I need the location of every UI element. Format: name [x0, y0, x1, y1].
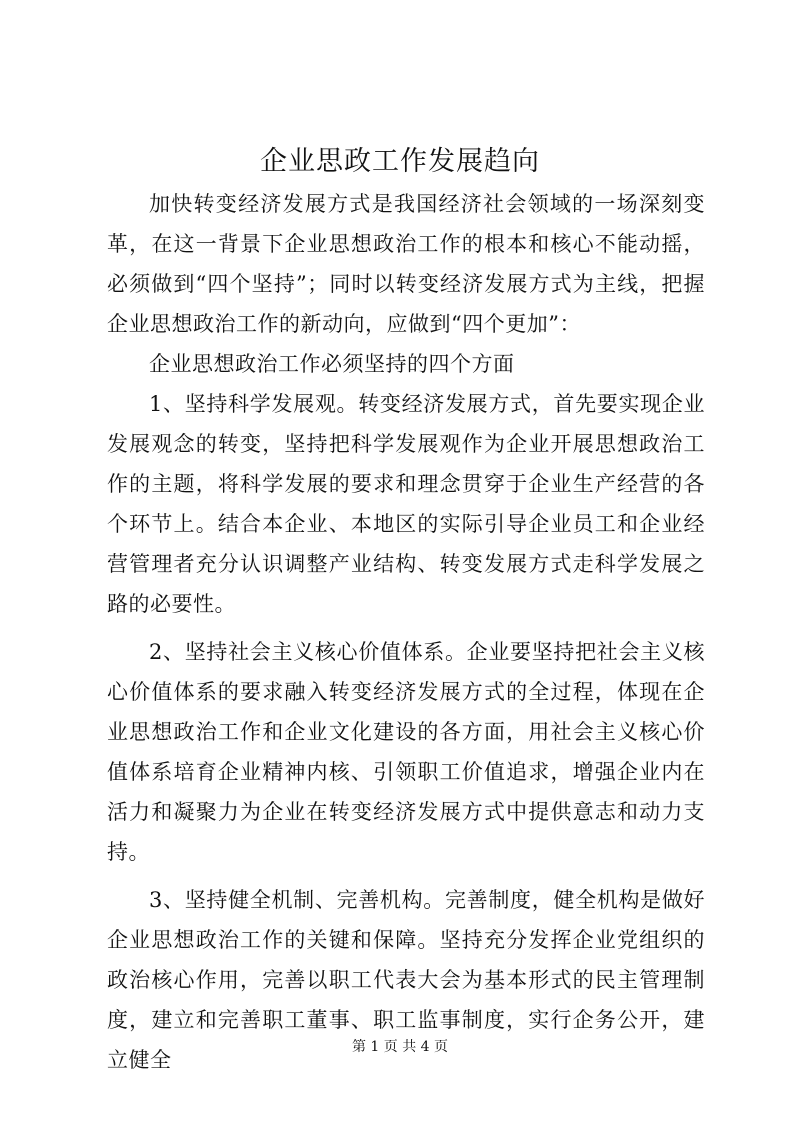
section-heading: 企业思想政治工作必须坚持的四个方面 [149, 352, 515, 376]
point-3-paragraph: 3、坚持健全机制、完善机构。完善制度，健全机构是做好企业思想政治工作的关键和保障。坚持充分发挥企业党组织的政治核心作用，完善以职工代表大会为基本形式的民主管理制度，建立和完善职工董事、职工监事制度，实行企务公开，建立健全 [107, 888, 705, 1072]
intro-paragraph: 加快转变经济发展方式是我国经济社会领域的一场深刻变革，在这一背景下企业思想政治工作的根本和核心不能动摇，必须做到“四个坚持”；同时以转变经济发展方式为主线，把握企业思想政治工作的新动向，应做到“四个更加”： [107, 192, 705, 336]
point-1-paragraph: 1、坚持科学发展观。转变经济发展方式，首先要实现企业发展观念的转变，坚持把科学发展观作为企业开展思想政治工作的主题，将科学发展的要求和理念贯穿于企业生产经营的各个环节上。结合本企业、本地区的实际引导企业员工和企业经营管理者充分认识调整产业结构、转变发展方式走科学发展之路的必要性。 [107, 392, 705, 616]
document-title: 企业思政工作发展趋向 [260, 146, 540, 177]
document-body [107, 184, 705, 1080]
point-2-paragraph: 2、坚持社会主义核心价值体系。企业要坚持把社会主义核心价值体系的要求融入转变经济发展方式的全过程，体现在企业思想政治工作和企业文化建设的各方面，用社会主义核心价值体系培育企业精神内核、引领职工价值追求，增强企业内在活力和凝聚力为企业在转变经济发展方式中提供意志和动力支持。 [107, 640, 705, 864]
page-number-footer: 第 1 页 共 4 页 [351, 1039, 449, 1055]
